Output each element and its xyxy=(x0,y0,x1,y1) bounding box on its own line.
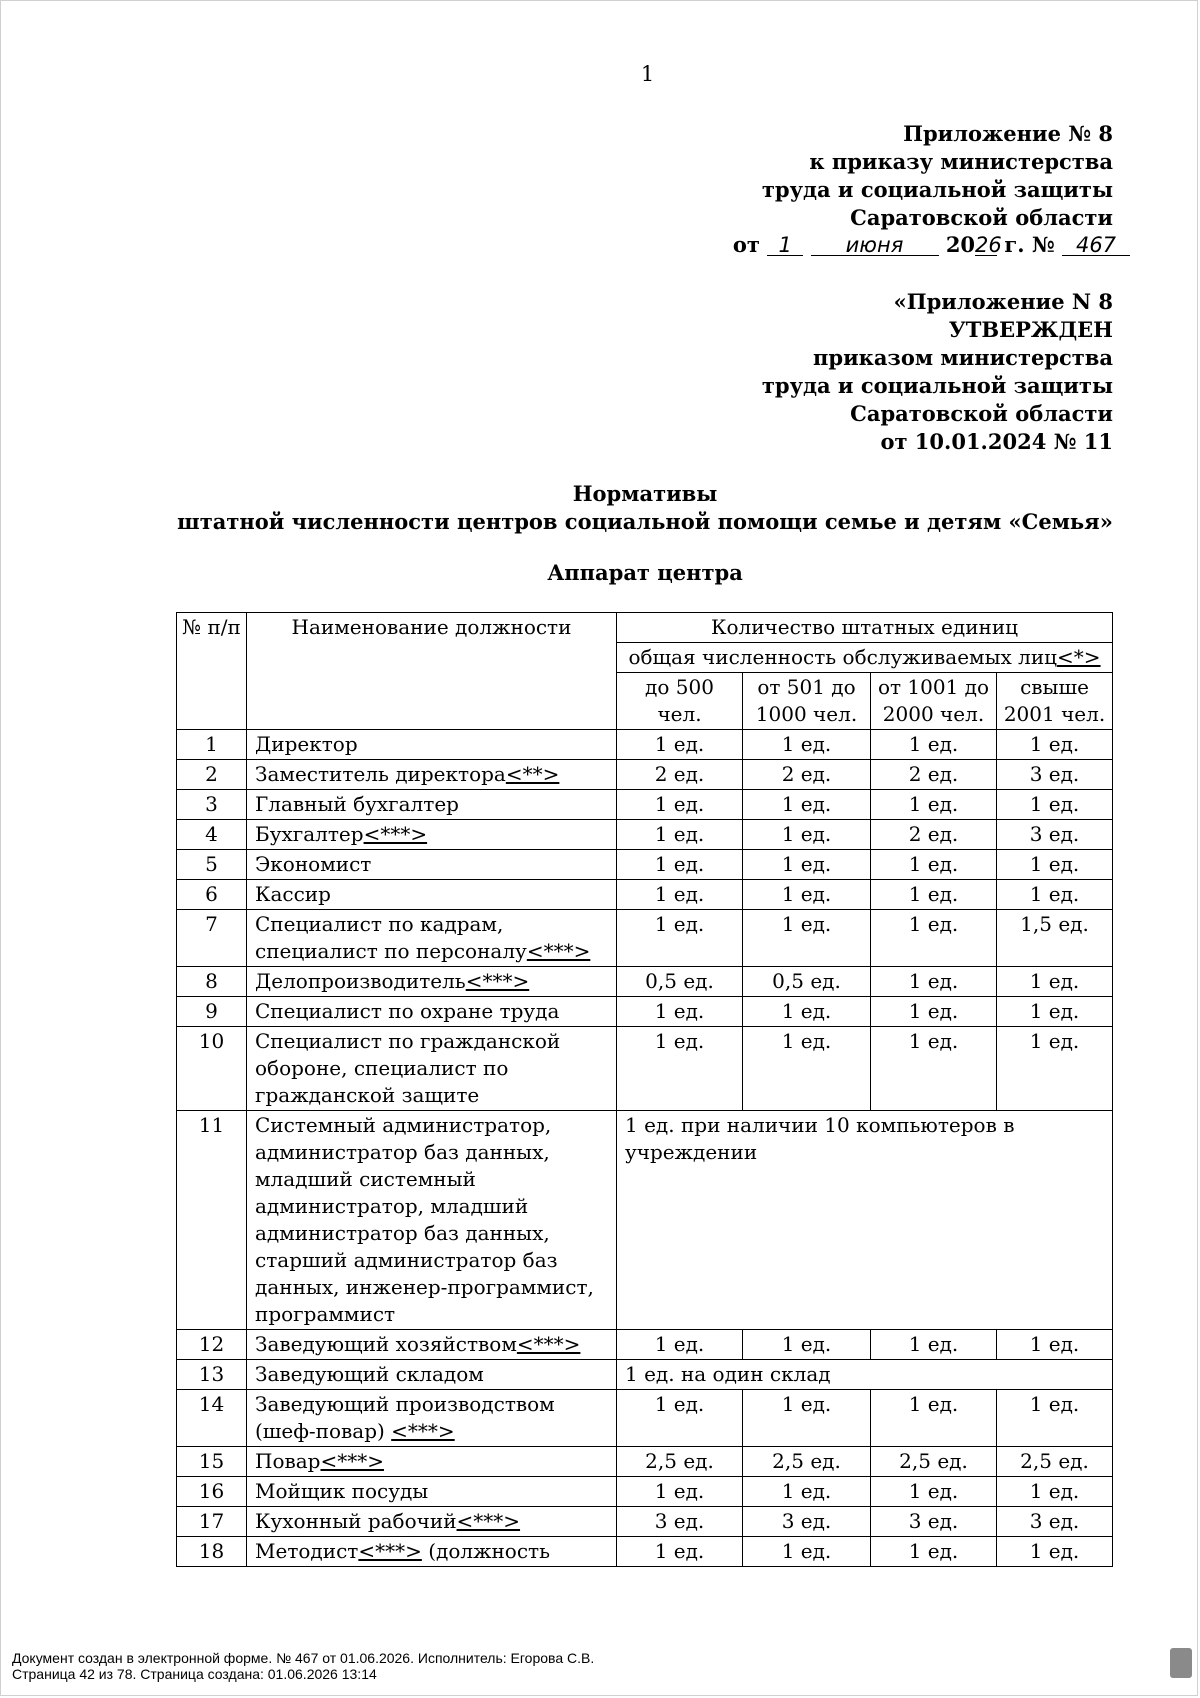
staff-units-value: 1 ед. xyxy=(997,880,1113,910)
staff-units-value: 1 ед. xyxy=(743,997,871,1027)
footnote-ref: <***> xyxy=(391,1419,455,1443)
row-number: 13 xyxy=(177,1360,247,1390)
staff-units-value: 1 ед. xyxy=(871,1477,997,1507)
row-number: 15 xyxy=(177,1447,247,1477)
document-footer xyxy=(12,1650,594,1682)
table-row xyxy=(177,1537,1113,1567)
staff-units-note: 1 ед. при наличии 10 компьютеров в учреждении xyxy=(617,1111,1113,1330)
staff-units-value: 3 ед. xyxy=(871,1507,997,1537)
position-name-text: Бухгалтер xyxy=(255,822,364,846)
header-col-2: от 501 до 1000 чел. xyxy=(743,673,871,730)
row-number: 9 xyxy=(177,997,247,1027)
year-prefix: 20 xyxy=(945,232,976,257)
approval-header-line: Саратовской области xyxy=(850,401,1113,426)
document-stamp-icon xyxy=(1170,1648,1192,1678)
header-position-name: Наименование должности xyxy=(247,613,617,730)
staff-units-value: 1 ед. xyxy=(617,1537,743,1567)
staff-units-value: 1 ед. xyxy=(997,1390,1113,1447)
staff-units-value: 1 ед. xyxy=(997,1537,1113,1567)
number-prefix: г. № xyxy=(1004,232,1055,257)
table-row xyxy=(177,880,1113,910)
row-number: 16 xyxy=(177,1477,247,1507)
position-name-text: Кухонный рабочий xyxy=(255,1509,457,1533)
order-header-line: Приложение № 8 xyxy=(903,121,1113,146)
date-day: 1 xyxy=(767,235,803,256)
position-name-text: Заведующий складом xyxy=(255,1362,484,1386)
position-name-text: Директор xyxy=(255,732,358,756)
position-name-text: Системный администратор, администратор баз данных, младший системный администратор, младший администратор баз данных, старший администратор баз данных, инженер-программист, программист xyxy=(255,1113,594,1326)
staff-units-value: 1 ед. xyxy=(871,850,997,880)
staff-units-value: 3 ед. xyxy=(997,820,1113,850)
staff-units-value: 1 ед. xyxy=(743,1537,871,1567)
row-number: 4 xyxy=(177,820,247,850)
position-name xyxy=(247,1507,617,1537)
approval-header-line: от 10.01.2024 № 11 xyxy=(880,429,1113,454)
staff-units-value: 1 ед. xyxy=(617,790,743,820)
approval-header-line: УТВЕРЖДЕН xyxy=(948,317,1113,342)
row-number: 11 xyxy=(177,1111,247,1330)
position-name-text: Повар xyxy=(255,1449,321,1473)
row-number: 5 xyxy=(177,850,247,880)
staff-units-value: 1 ед. xyxy=(871,1330,997,1360)
table-body xyxy=(177,730,1113,1567)
row-number: 3 xyxy=(177,790,247,820)
approval-header-line: труда и социальной защиты xyxy=(761,373,1113,398)
order-number: 467 xyxy=(1062,235,1130,256)
staff-units-value: 1 ед. xyxy=(997,790,1113,820)
position-name xyxy=(247,880,617,910)
staff-units-value: 1 ед. xyxy=(997,1330,1113,1360)
staff-units-value: 1 ед. xyxy=(997,850,1113,880)
footnote-ref: <***> xyxy=(516,1332,581,1356)
staff-units-value: 2 ед. xyxy=(871,760,997,790)
staff-units-value: 2,5 ед. xyxy=(743,1447,871,1477)
header-served-persons: общая численность обслуживаемых лиц<*> xyxy=(617,643,1113,673)
table-row xyxy=(177,820,1113,850)
staff-units-value: 1 ед. xyxy=(743,880,871,910)
staff-units-value: 1 ед. xyxy=(997,1477,1113,1507)
table-row xyxy=(177,1477,1113,1507)
staff-units-value: 1 ед. xyxy=(743,790,871,820)
header-col-3: от 1001 до 2000 чел. xyxy=(871,673,997,730)
table-row xyxy=(177,997,1113,1027)
staff-units-value: 0,5 ед. xyxy=(743,967,871,997)
staff-units-value: 3 ед. xyxy=(997,1507,1113,1537)
position-name xyxy=(247,1447,617,1477)
position-name-text: Специалист по гражданской обороне, специалист по гражданской защите xyxy=(255,1029,561,1107)
row-number: 1 xyxy=(177,730,247,760)
position-name-text: Специалист по охране труда xyxy=(255,999,560,1023)
footnote-ref: <***> xyxy=(526,939,591,963)
staff-units-value: 1 ед. xyxy=(871,1390,997,1447)
table-row xyxy=(177,1111,1113,1330)
staff-units-value: 1 ед. xyxy=(743,1027,871,1111)
page-number: 1 xyxy=(640,62,655,86)
staff-units-value: 3 ед. xyxy=(997,760,1113,790)
staff-units-value: 1 ед. xyxy=(743,910,871,967)
footnote-ref: <***> xyxy=(465,969,530,993)
title-line-2: штатной численности центров социальной помощи семье и детям «Семья» xyxy=(177,509,1113,534)
row-number: 12 xyxy=(177,1330,247,1360)
staff-units-value: 1 ед. xyxy=(743,1390,871,1447)
row-number: 10 xyxy=(177,1027,247,1111)
staff-units-value: 1 ед. xyxy=(617,1390,743,1447)
order-header xyxy=(762,120,1113,232)
table-row xyxy=(177,1027,1113,1111)
staff-units-value: 1 ед. xyxy=(743,1477,871,1507)
staff-units-value: 1 ед. xyxy=(617,1027,743,1111)
staff-units-value: 1 ед. xyxy=(617,820,743,850)
position-name xyxy=(247,997,617,1027)
staff-units-value: 2,5 ед. xyxy=(617,1447,743,1477)
staff-units-value: 3 ед. xyxy=(743,1507,871,1537)
approval-header-line: приказом министерства xyxy=(813,345,1113,370)
position-name xyxy=(247,850,617,880)
position-name-text: Экономист xyxy=(255,852,372,876)
staff-units-value: 1 ед. xyxy=(871,1027,997,1111)
staff-units-value: 1 ед. xyxy=(617,1477,743,1507)
position-name xyxy=(247,1360,617,1390)
table-row xyxy=(177,967,1113,997)
table-row xyxy=(177,1390,1113,1447)
footnote-ref: <**> xyxy=(505,762,560,786)
position-name-text: Главный бухгалтер xyxy=(255,792,459,816)
position-name xyxy=(247,730,617,760)
staff-units-value: 1 ед. xyxy=(743,730,871,760)
position-name xyxy=(247,910,617,967)
staff-units-value: 1 ед. xyxy=(871,1537,997,1567)
staff-units-value: 1 ед. xyxy=(871,910,997,967)
header-staff-units: Количество штатных единиц xyxy=(617,613,1113,643)
position-name-text: Методист xyxy=(255,1539,359,1563)
table-row xyxy=(177,910,1113,967)
order-header-line: к приказу министерства xyxy=(809,149,1113,174)
approval-header xyxy=(762,288,1113,456)
position-name-text: Делопроизводитель xyxy=(255,969,466,993)
position-name-text: Заведующий производством (шеф-повар) xyxy=(255,1392,555,1443)
title-line-1: Нормативы xyxy=(572,481,718,506)
date-month: июня xyxy=(811,235,939,256)
order-header-line: Саратовской области xyxy=(850,205,1113,230)
table-row xyxy=(177,850,1113,880)
position-name-text: Специалист по кадрам, специалист по персоналу xyxy=(255,912,527,963)
staff-units-value: 1 ед. xyxy=(617,1330,743,1360)
footnote-ref: <***> xyxy=(363,822,428,846)
row-number: 6 xyxy=(177,880,247,910)
year-suffix: 26 xyxy=(975,233,1002,257)
staff-units-value: 2,5 ед. xyxy=(871,1447,997,1477)
staff-units-value: 1 ед. xyxy=(617,850,743,880)
approval-header-line: «Приложение N 8 xyxy=(893,289,1113,314)
staff-units-note: 1 ед. на один склад xyxy=(617,1360,1113,1390)
table-row xyxy=(177,790,1113,820)
staff-units-value: 1 ед. xyxy=(871,967,997,997)
footer-line-1: Документ создан в электронной форме. № 467 от 01.06.2026. Исполнитель: Егорова С.В. xyxy=(12,1650,595,1666)
row-number: 18 xyxy=(177,1537,247,1567)
staff-units-value: 1 ед. xyxy=(997,1027,1113,1111)
date-prefix: от xyxy=(732,232,760,257)
row-number: 14 xyxy=(177,1390,247,1447)
staff-units-value: 2 ед. xyxy=(743,760,871,790)
staff-units-value: 1 ед. xyxy=(743,820,871,850)
position-name-text: Мойщик посуды xyxy=(255,1479,429,1503)
position-name xyxy=(247,1537,617,1567)
row-number: 8 xyxy=(177,967,247,997)
position-name xyxy=(247,1111,617,1330)
staff-units-value: 2,5 ед. xyxy=(997,1447,1113,1477)
order-header-line: труда и социальной защиты xyxy=(761,177,1113,202)
footer-line-2: Страница 42 из 78. Страница создана: 01.06.2026 13:14 xyxy=(12,1666,377,1682)
staff-units-value: 1 ед. xyxy=(617,997,743,1027)
position-name xyxy=(247,1330,617,1360)
header-number: № п/п xyxy=(177,613,247,730)
staff-units-value: 1 ед. xyxy=(617,910,743,967)
staff-units-value: 1 ед. xyxy=(617,730,743,760)
position-name xyxy=(247,760,617,790)
staff-units-value: 2 ед. xyxy=(871,820,997,850)
table-row xyxy=(177,1330,1113,1360)
table-row xyxy=(177,730,1113,760)
header-col-4: свыше 2001 чел. xyxy=(997,673,1113,730)
staff-units-value: 2 ед. xyxy=(617,760,743,790)
staff-units-value: 1 ед. xyxy=(743,850,871,880)
position-name-text: Заведующий хозяйством xyxy=(255,1332,517,1356)
row-number: 2 xyxy=(177,760,247,790)
position-name-text: Кассир xyxy=(255,882,331,906)
staff-units-value: 1 ед. xyxy=(617,880,743,910)
table-row xyxy=(177,1447,1113,1477)
staff-units-value: 3 ед. xyxy=(617,1507,743,1537)
position-name xyxy=(247,820,617,850)
staff-units-value: 1,5 ед. xyxy=(997,910,1113,967)
staff-units-value: 1 ед. xyxy=(997,967,1113,997)
footnote-ref: <***> xyxy=(320,1449,384,1473)
row-number: 7 xyxy=(177,910,247,967)
position-name xyxy=(247,1390,617,1447)
position-name xyxy=(247,1477,617,1507)
staff-units-value: 1 ед. xyxy=(997,730,1113,760)
table-row xyxy=(177,1360,1113,1390)
staff-units-value: 1 ед. xyxy=(871,880,997,910)
document-title xyxy=(0,480,1200,536)
section-title: Аппарат центра xyxy=(547,560,743,585)
position-name-text: Заместитель директора xyxy=(255,762,506,786)
staff-units-value: 1 ед. xyxy=(871,730,997,760)
staff-units-value: 1 ед. xyxy=(871,997,997,1027)
position-name xyxy=(247,1027,617,1111)
staff-units-value: 1 ед. xyxy=(997,997,1113,1027)
header-col-1: до 500 чел. xyxy=(617,673,743,730)
position-name xyxy=(247,790,617,820)
table-row xyxy=(177,1507,1113,1537)
row-number: 17 xyxy=(177,1507,247,1537)
staff-units-value: 1 ед. xyxy=(871,790,997,820)
table-row xyxy=(177,760,1113,790)
staff-units-value: 0,5 ед. xyxy=(617,967,743,997)
footnote-ref: <***> xyxy=(456,1509,521,1533)
staffing-table xyxy=(176,612,1113,1567)
staff-units-value: 1 ед. xyxy=(743,1330,871,1360)
order-date-line xyxy=(733,232,1130,257)
footnote-ref: <***> xyxy=(358,1539,422,1563)
position-name-tail: (должность xyxy=(421,1539,551,1563)
position-name xyxy=(247,967,617,997)
